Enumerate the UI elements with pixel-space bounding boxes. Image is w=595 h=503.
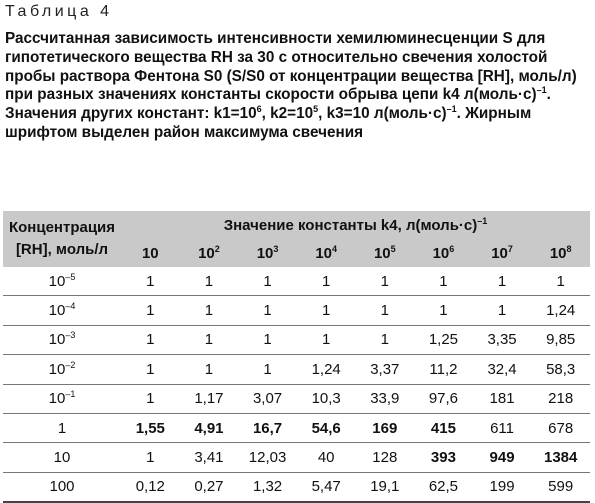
- value-cell: 3,35: [487, 331, 517, 349]
- concentration-base: 1: [57, 419, 67, 437]
- value-cell: 1: [263, 272, 272, 290]
- value-cell: 599: [548, 478, 574, 496]
- value-cell: 10,3: [311, 390, 341, 408]
- value-cell: 9,85: [546, 331, 576, 349]
- concentration-exponent: –4: [65, 301, 76, 312]
- concentration-cell: [3, 325, 121, 354]
- value-cell: 33,9: [370, 390, 400, 408]
- k4-column-header: [121, 239, 180, 267]
- value-cell: 1: [439, 272, 448, 290]
- value-cell: 611: [490, 419, 515, 437]
- value-cell: 1: [497, 302, 507, 320]
- value-cell: 62,5: [428, 478, 459, 496]
- value-cell: 1: [380, 272, 389, 290]
- value-cell: 218: [548, 390, 574, 408]
- k4-column-base: 10: [432, 244, 450, 262]
- concentration-exponent: –1: [65, 389, 76, 400]
- value-cell: 58,3: [546, 360, 576, 378]
- concentration-column-header: [3, 211, 121, 267]
- k4-column-base: 10: [141, 244, 159, 262]
- value-cell: 97,6: [428, 390, 459, 408]
- value-cell: 1,24: [311, 360, 341, 378]
- data-table: [3, 211, 590, 503]
- k4-column-base: 10: [198, 244, 215, 262]
- value-cell: 1,17: [194, 390, 224, 408]
- value-cell: 32,4: [487, 360, 517, 378]
- value-cell: 1: [263, 331, 272, 349]
- value-cell: 3,07: [252, 390, 283, 408]
- value-cell: 40: [317, 449, 335, 467]
- value-cell: 1: [322, 331, 331, 349]
- value-cell: 1: [322, 272, 331, 290]
- k4-column-exponent: 2: [214, 243, 220, 254]
- k4-column-exponent: 3: [273, 243, 279, 254]
- table-row: [3, 325, 590, 354]
- k4-column-base: 10: [491, 244, 508, 262]
- concentration-cell: [3, 355, 121, 384]
- caption-k1-exponent: 6: [256, 104, 262, 115]
- caption-part-1: Рассчитанная зависимость интенсивности хемилюминесценции S для гипотетического вещества RH за 30 с относительно свечения холостой пробы раствора Фентона S0 (S/S0 от концентрации вещества [RH], моль/л) при разных значениях константы скорости обрыва цепи k4 л(моль·с): [5, 30, 577, 104]
- caption-part-5: . Жирным шрифтом выделен район максимума свечения: [5, 105, 532, 141]
- value-cell: 4,91: [194, 419, 224, 437]
- value-cell: 199: [489, 478, 515, 496]
- k4-column-header: [473, 239, 532, 267]
- value-cell: 1: [263, 302, 272, 320]
- concentration-cell: [3, 384, 121, 413]
- k4-column-header: [297, 239, 356, 267]
- table-row: [3, 443, 590, 472]
- k4-column-header: [414, 239, 473, 267]
- concentration-cell: [3, 296, 121, 325]
- value-cell: 1: [146, 449, 155, 467]
- k4-column-exponent: 4: [332, 243, 338, 254]
- k4-column-exponent: 7: [507, 243, 513, 254]
- concentration-cell: [3, 472, 121, 502]
- value-cell: 1: [146, 360, 155, 378]
- caption-k2-exponent: 5: [313, 104, 319, 115]
- value-cell: 949: [489, 449, 515, 467]
- caption-part-3: , k2=10: [261, 105, 314, 123]
- k4-column-exponent: 5: [390, 243, 396, 254]
- value-cell: 1: [380, 331, 389, 349]
- k4-column-header: [180, 239, 239, 267]
- concentration-base: 10: [48, 360, 66, 378]
- concentration-base: 10: [53, 449, 71, 467]
- table-row: [3, 472, 590, 502]
- concentration-cell: [3, 413, 121, 442]
- table-row: [3, 413, 590, 442]
- value-cell: 54,6: [311, 419, 341, 437]
- value-cell: 678: [548, 419, 574, 437]
- concentration-base: 10: [48, 272, 66, 290]
- concentration-base: 100: [49, 478, 75, 496]
- value-cell: 415: [430, 419, 456, 437]
- value-cell: 1: [204, 272, 214, 290]
- value-cell: 1: [380, 302, 389, 320]
- k4-header-exponent: –1: [477, 215, 488, 226]
- concentration-base: 10: [48, 331, 66, 349]
- value-cell: 1: [146, 390, 155, 408]
- concentration-base: 10: [48, 302, 66, 320]
- caption-part-4: , k3=10 л(моль·с): [318, 105, 447, 123]
- k4-group-header: [121, 211, 590, 239]
- value-cell: 1,55: [135, 419, 165, 437]
- caption-k3-exponent: –1: [446, 104, 457, 115]
- concentration-base: 10: [48, 390, 66, 408]
- concentration-exponent: –5: [65, 271, 76, 282]
- value-cell: 1: [146, 331, 155, 349]
- caption-unit-exponent: –1: [536, 85, 547, 96]
- value-cell: 16,7: [252, 419, 283, 437]
- k4-column-header: [356, 239, 415, 267]
- value-cell: 0,27: [194, 478, 224, 496]
- value-cell: 1: [204, 302, 214, 320]
- value-cell: 1,25: [428, 331, 459, 349]
- value-cell: 3,41: [194, 449, 224, 467]
- value-cell: 1: [497, 272, 507, 290]
- value-cell: 0,12: [135, 478, 165, 496]
- value-cell: 1,24: [546, 302, 576, 320]
- k4-column-base: 10: [549, 244, 567, 262]
- k4-column-base: 10: [373, 244, 391, 262]
- value-cell: 1: [146, 302, 155, 320]
- value-cell: 1: [263, 360, 272, 378]
- value-cell: 128: [372, 449, 398, 467]
- table-body: [3, 267, 590, 502]
- value-cell: 1: [556, 272, 565, 290]
- value-cell: 393: [430, 449, 456, 467]
- k4-column-exponent: 8: [566, 243, 572, 254]
- value-cell: 19,1: [370, 478, 400, 496]
- concentration-exponent: –2: [65, 359, 76, 370]
- value-cell: 1: [322, 302, 331, 320]
- table-caption: [5, 30, 590, 143]
- table-row: [3, 267, 590, 296]
- table-row: [3, 384, 590, 413]
- caption-part-2: . Значения других констант: k1=10: [5, 86, 551, 123]
- table-row: [3, 296, 590, 325]
- concentration-cell: [3, 443, 121, 472]
- k4-column-header: [531, 239, 590, 267]
- value-cell: 1: [204, 360, 214, 378]
- concentration-header-line-2: [RH], моль/л: [15, 241, 109, 258]
- k4-column-header: [238, 239, 297, 267]
- value-cell: 5,47: [311, 478, 341, 496]
- concentration-header-line-1: Концентрация: [8, 219, 116, 236]
- table-row: [3, 355, 590, 384]
- k4-header-label: Значение константы k4, л(моль·с): [223, 216, 478, 234]
- value-cell: 11,2: [429, 360, 458, 378]
- value-cell: 169: [372, 419, 398, 437]
- concentration-exponent: –3: [65, 330, 76, 341]
- value-cell: 3,37: [370, 360, 400, 378]
- value-cell: 1: [204, 331, 214, 349]
- k4-column-exponent: 6: [449, 243, 455, 254]
- k4-column-base: 10: [256, 244, 274, 262]
- table-number-label: Таблица 4: [5, 3, 113, 20]
- concentration-cell: [3, 267, 121, 296]
- value-cell: 12,03: [248, 449, 287, 467]
- k4-column-base: 10: [315, 244, 333, 262]
- value-cell: 181: [489, 390, 515, 408]
- value-cell: 1: [146, 272, 155, 290]
- table-header: [3, 211, 590, 267]
- value-cell: 1,32: [252, 478, 283, 496]
- value-cell: 1384: [544, 449, 578, 467]
- value-cell: 1: [439, 302, 448, 320]
